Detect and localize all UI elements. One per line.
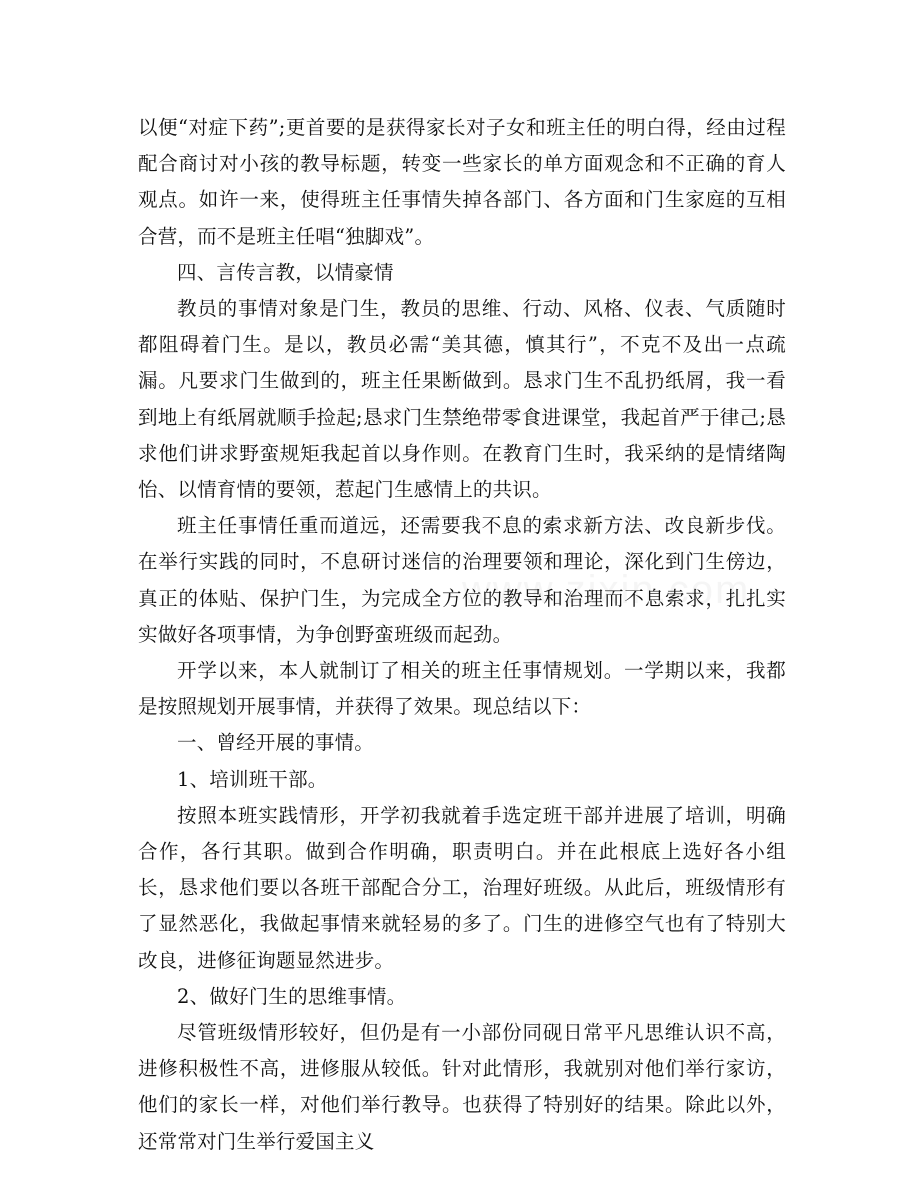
section-heading-one: 一、曾经开展的事情。 — [177, 731, 375, 755]
subheading-thought-work: 2、做好门生的思维事情。 — [177, 984, 407, 1008]
subheading-train-cadres: 1、培训班干部。 — [177, 767, 328, 791]
paragraph-semester-summary: 开学以来，本人就制订了相关的班主任事情规划。一学期以来，我都是按照规划开展事情，并获得了效果。现总结以下： — [138, 659, 786, 719]
document-body — [138, 110, 786, 1160]
paragraph-train-cadres: 按照本班实践情形，开学初我就着手选定班干部并进展了培训，明确合作，各行其职。做到合作明确，职责明白。并在此根底上选好各小组长，恳求他们要以各班干部配合分工，治理好班级。从此后，班级情形有了显然恶化，我做起事情来就轻易的多了。门生的进修空气也有了特别大改良，进修征询题显然进步。 — [138, 803, 786, 972]
paragraph-long-road: 班主任事情任重而道远，还需要我不息的索求新方法、改良新步伐。在举行实践的同时，不息研讨迷信的治理要领和理论，深化到门生傍边，真正的体贴、保护门生，为完成全方位的教导和治理而不息索求，扎扎实实做好各项事情，为争创野蛮班级而起劲。 — [138, 514, 786, 646]
paragraph-continuation: 以便“对症下药”;更首要的是获得家长对子女和班主任的明白得，经由过程配合商讨对小孩的教导标题，转变一些家长的单方面观念和不正确的育人观点。如许一来，使得班主任事情失掉各部门、各方面和门生家庭的互相合营，而不是班主任唱“独脚戏”。 — [138, 116, 786, 248]
paragraph-thought-work: 尽管班级情形较好，但仍是有一小部份同砚日常平凡思维认识不高，进修积极性不高，进修服从较低。针对此情形，我就别对他们举行家访，他们的家长一样，对他们举行教导。也获得了特别好的结果。除此以外，还常常对门生举行爱国主义 — [138, 1021, 786, 1153]
section-heading-four: 四、言传言教，以情豪情 — [177, 260, 394, 284]
paragraph-teacher-example: 教员的事情对象是门生，教员的思维、行动、风格、仪表、气质随时都阻碍着门生。是以，教员必需“美其德，慎其行”，不克不及出一点疏漏。凡要求门生做到的，班主任果断做到。恳求门生不乱扔纸屑，我一看到地上有纸屑就顺手捡起;恳求门生禁绝带零食进课堂，我起首严于律己;恳求他们讲求野蛮规矩我起首以身作则。在教育门生时，我采纳的是情绪陶怡、以情育情的要领，惹起门生感情上的共识。 — [138, 297, 786, 502]
